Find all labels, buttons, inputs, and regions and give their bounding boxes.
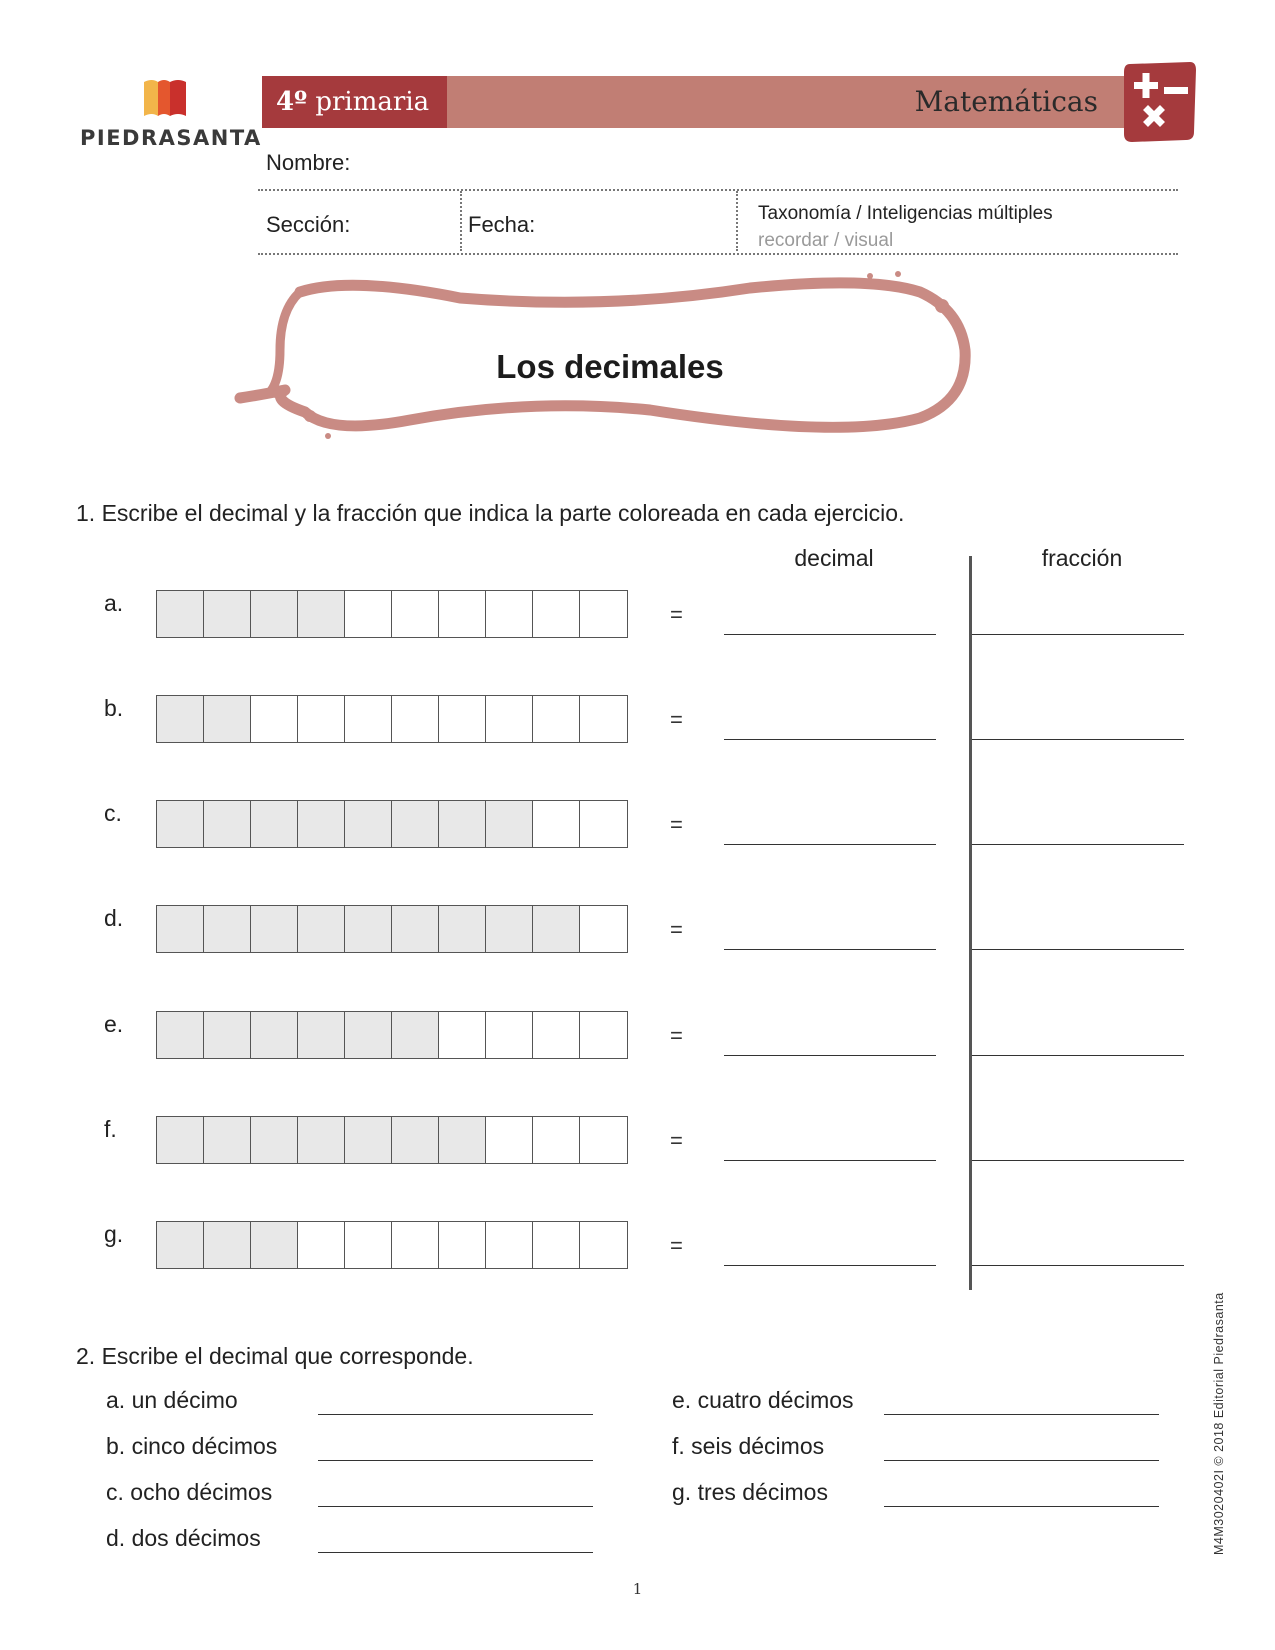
row-letter: a. [104,590,124,616]
empty-cell [580,1117,627,1163]
shaded-cell [345,1117,392,1163]
fraction-answer-line[interactable] [972,1160,1184,1161]
empty-cell [392,591,439,637]
grade-number: 4º [276,87,308,117]
empty-cell [580,1012,627,1058]
shaded-cell [392,1117,439,1163]
shaded-cell [486,801,533,847]
exercise-1-instruction: 1. Escribe el decimal y la fracción que indica la parte coloreada en cada ejercicio. [76,500,905,526]
empty-cell [533,1222,580,1268]
decimal-word-item: g. tres décimos [672,1479,828,1505]
empty-cell [580,801,627,847]
exercise-row [0,1116,1275,1176]
equals-sign: = [670,812,683,837]
fraction-answer-line[interactable] [972,844,1184,845]
subject-title: Matemáticas [914,85,1098,118]
shaded-cell [251,1117,298,1163]
shaded-cell [533,906,580,952]
shaded-cell [157,1012,204,1058]
shaded-cell [204,696,251,742]
shaded-cell [251,591,298,637]
shaded-cell [298,591,345,637]
empty-cell [392,1222,439,1268]
shaded-cell [392,801,439,847]
row-letter: d. [104,905,124,931]
empty-cell [580,906,627,952]
shaded-cell [439,801,486,847]
empty-cell [486,591,533,637]
decimal-answer-line[interactable] [884,1460,1159,1461]
empty-cell [345,696,392,742]
equals-sign: = [670,917,683,942]
empty-cell [298,696,345,742]
empty-cell [486,1222,533,1268]
taxonomy-label: Taxonomía / Inteligencias múltiples [758,203,1053,224]
field-divider [460,191,462,251]
shaded-cell [204,1012,251,1058]
shaded-cell [345,906,392,952]
logo-text: PIEDRASANTA [80,126,262,150]
equals-sign: = [670,707,683,732]
tenths-grid [156,695,628,743]
shaded-cell [486,906,533,952]
header-band [262,76,1124,128]
decimal-word-item: e. cuatro décimos [672,1387,854,1413]
empty-cell [580,591,627,637]
empty-cell [345,1222,392,1268]
shaded-cell [204,906,251,952]
fraction-answer-line[interactable] [972,949,1184,950]
section-label: Sección: [266,212,351,237]
tenths-grid [156,800,628,848]
decimal-word-item: b. cinco décimos [106,1433,278,1459]
row-letter: b. [104,695,124,721]
decimal-word-item: c. ocho décimos [106,1479,273,1505]
row-letter: g. [104,1221,124,1247]
shaded-cell [157,591,204,637]
name-field-line [258,189,1178,191]
shaded-cell [204,1117,251,1163]
shaded-cell [251,906,298,952]
decimal-answer-line[interactable] [318,1552,593,1553]
grade-level: primaria [315,87,430,117]
taxonomy-values: recordar / visual [758,230,894,251]
row-letter: c. [104,800,122,826]
shaded-cell [345,801,392,847]
shaded-cell [157,1117,204,1163]
fraction-answer-line[interactable] [972,739,1184,740]
math-operations-icon [1120,60,1198,144]
exercise-2-instruction: 2. Escribe el decimal que corresponde. [76,1343,474,1369]
empty-cell [439,1012,486,1058]
tenths-grid [156,1116,628,1164]
empty-cell [533,591,580,637]
title-frame [230,270,990,450]
exercise-row [0,1011,1275,1071]
equals-sign: = [670,1023,683,1048]
shaded-cell [204,801,251,847]
empty-cell [345,591,392,637]
fraction-answer-line[interactable] [972,634,1184,635]
empty-cell [392,696,439,742]
decimal-word-item: a. un décimo [106,1387,238,1413]
decimal-answer-line[interactable] [724,1265,936,1266]
decimal-answer-line[interactable] [318,1414,593,1415]
shaded-cell [439,1117,486,1163]
decimal-answer-line[interactable] [724,844,936,845]
tenths-grid [156,905,628,953]
shaded-cell [298,801,345,847]
empty-cell [580,1222,627,1268]
field-divider [736,191,738,251]
decimal-answer-line[interactable] [724,634,936,635]
exercise-row [0,800,1275,860]
empty-cell [298,1222,345,1268]
shaded-cell [251,801,298,847]
shaded-cell [204,591,251,637]
tenths-grid [156,1221,628,1269]
empty-cell [533,1012,580,1058]
empty-cell [439,591,486,637]
empty-cell [251,696,298,742]
empty-cell [533,696,580,742]
empty-cell [439,1222,486,1268]
row-letter: e. [104,1011,124,1037]
empty-cell [533,801,580,847]
decimal-word-item: d. dos décimos [106,1525,261,1551]
equals-sign: = [670,1233,683,1258]
row-letter: f. [104,1116,117,1142]
info-bottom-line [258,253,1178,255]
decimal-answer-line[interactable] [318,1460,593,1461]
page-title: Los decimales [496,348,724,385]
tenths-grid [156,1011,628,1059]
shaded-cell [298,1012,345,1058]
decimal-answer-line[interactable] [884,1506,1159,1507]
decimal-answer-line[interactable] [724,1160,936,1161]
shaded-cell [157,1222,204,1268]
book-logo-icon [142,78,188,120]
grade-label [262,76,447,128]
decimal-answer-line[interactable] [318,1506,593,1507]
decimal-word-item: f. seis décimos [672,1433,825,1459]
decimal-answer-line[interactable] [884,1414,1159,1415]
exercise-row [0,590,1275,650]
shaded-cell [439,906,486,952]
exercise-row [0,1221,1275,1281]
fraction-answer-line[interactable] [972,1055,1184,1056]
shaded-cell [157,906,204,952]
exercise-row [0,905,1275,965]
shaded-cell [157,801,204,847]
empty-cell [580,696,627,742]
page-number: 1 [632,1580,643,1598]
empty-cell [486,1117,533,1163]
shaded-cell [157,696,204,742]
shaded-cell [251,1012,298,1058]
date-label: Fecha: [468,212,536,237]
decimal-answer-line[interactable] [724,1055,936,1056]
empty-cell [486,696,533,742]
copyright-credit: M4M3020402I © 2018 Editorial Piedrasanta [1212,1292,1226,1555]
decimal-column-header: decimal [794,545,874,571]
shaded-cell [251,1222,298,1268]
empty-cell [533,1117,580,1163]
fraction-column-header: fracción [1041,545,1123,571]
empty-cell [486,1012,533,1058]
equals-sign: = [670,1128,683,1153]
publisher-logo [80,78,262,158]
shaded-cell [204,1222,251,1268]
equals-sign: = [670,602,683,627]
shaded-cell [298,1117,345,1163]
shaded-cell [298,906,345,952]
fraction-answer-line[interactable] [972,1265,1184,1266]
name-label: Nombre: [266,150,351,175]
decimal-answer-line[interactable] [724,949,936,950]
empty-cell [439,696,486,742]
shaded-cell [345,1012,392,1058]
shaded-cell [392,906,439,952]
shaded-cell [392,1012,439,1058]
decimal-answer-line[interactable] [724,739,936,740]
tenths-grid [156,590,628,638]
exercise-row [0,695,1275,755]
